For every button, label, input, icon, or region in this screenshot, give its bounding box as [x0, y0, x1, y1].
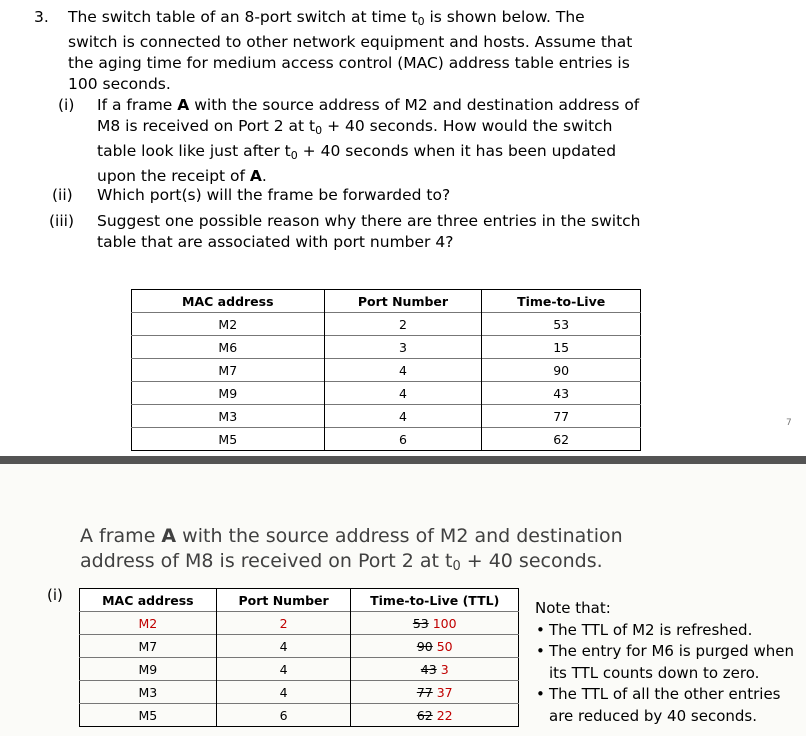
- question-number: 3.: [34, 8, 49, 26]
- new-ttl: 3: [440, 661, 449, 677]
- table-row: [80, 681, 519, 704]
- note-title: Note that:: [535, 599, 611, 617]
- cell-port: 6: [216, 704, 351, 727]
- cell-ttl: 15: [482, 336, 641, 359]
- intro-line-3: the aging time for medium access control (MAC) address table entries is: [68, 54, 630, 72]
- table-row: [80, 612, 519, 635]
- col-header-mac: MAC address: [80, 589, 217, 612]
- table-row: [132, 382, 641, 405]
- cell-ttl: 53: [482, 313, 641, 336]
- cell-mac: M5: [132, 428, 325, 451]
- cell-ttl: [351, 681, 519, 704]
- old-ttl: 43: [420, 661, 437, 677]
- cell-port: 4: [324, 359, 482, 382]
- table-row: [132, 359, 641, 382]
- col-header-mac: MAC address: [132, 290, 325, 313]
- cell-ttl: 90: [482, 359, 641, 382]
- cell-port: 4: [216, 635, 351, 658]
- part-ii-label: (ii): [52, 186, 73, 204]
- new-ttl: 22: [436, 707, 453, 723]
- page-number: 7: [786, 418, 792, 428]
- cell-port: 4: [216, 658, 351, 681]
- table-row: [80, 635, 519, 658]
- intro-line-2: switch is connected to other network equipment and hosts. Assume that: [68, 33, 633, 51]
- col-header-port: Port Number: [324, 290, 482, 313]
- part-i-text: If a frame A with the source address of M2 and destination address of M8 is received on Port 2 at $t_0 + 40$ seconds. How would the switch table look like just after $t_0 + 40$ seconds when it has been updated upon the receipt of A.: [97, 96, 640, 185]
- cell-port: 4: [324, 382, 482, 405]
- switch-table: [131, 289, 641, 451]
- question-intro: [68, 7, 788, 95]
- cell-mac: M7: [132, 359, 325, 382]
- table-row: [132, 336, 641, 359]
- cell-ttl: [351, 704, 519, 727]
- part-ii-text: Which port(s) will the frame be forwarded to?: [97, 186, 451, 204]
- intro-line-1: The switch table of an 8-port switch at time $t_0$ is shown below. The: [68, 8, 585, 28]
- cell-mac: M7: [80, 635, 217, 658]
- slide-title: A frame A with the source address of M2 and destination address of M8 is received on Port 2 at $t_0 + 40$ seconds.: [80, 525, 623, 574]
- note-box: [535, 598, 800, 727]
- cell-port: 4: [324, 405, 482, 428]
- cell-port: 2: [324, 313, 482, 336]
- table-row: [132, 405, 641, 428]
- cell-ttl: 77: [482, 405, 641, 428]
- part-iii-label: (iii): [49, 212, 75, 230]
- table-row: [132, 313, 641, 336]
- part-iii-text: Suggest one possible reason why there are three entries in the switch table that are associated with port number 4?: [97, 212, 641, 251]
- cell-ttl: [351, 612, 519, 635]
- cell-port: 4: [216, 681, 351, 704]
- cell-mac: M9: [132, 382, 325, 405]
- part-i-label: (i): [58, 96, 75, 114]
- cell-mac: M3: [80, 681, 217, 704]
- cell-mac: M2: [132, 313, 325, 336]
- old-ttl: 77: [416, 684, 433, 700]
- old-ttl: 53: [412, 615, 429, 631]
- note-item: • The entry for M6 is purged when its TTL counts down to zero.: [549, 641, 800, 684]
- cell-ttl: 43: [482, 382, 641, 405]
- cell-ttl: 62: [482, 428, 641, 451]
- cell-mac: M9: [80, 658, 217, 681]
- new-ttl: 37: [436, 684, 453, 700]
- cell-mac: M2: [80, 612, 217, 635]
- cell-mac: M5: [80, 704, 217, 727]
- col-header-port: Port Number: [216, 589, 351, 612]
- table-header-row: [132, 290, 641, 313]
- old-ttl: 62: [416, 707, 433, 723]
- cell-port: 2: [216, 612, 351, 635]
- col-header-ttl: Time-to-Live (TTL): [370, 592, 500, 608]
- new-ttl: 50: [436, 638, 453, 654]
- intro-line-4: 100 seconds.: [68, 75, 171, 93]
- note-item: • The TTL of all the other entries are reduced by 40 seconds.: [549, 684, 800, 727]
- col-header-ttl: Time-to-Live: [517, 293, 606, 309]
- cell-ttl: [351, 635, 519, 658]
- section-divider: [0, 456, 806, 464]
- table-header-row: [80, 589, 519, 612]
- cell-ttl: [351, 658, 519, 681]
- old-ttl: 90: [416, 638, 433, 654]
- cell-mac: M3: [132, 405, 325, 428]
- table-row: [132, 428, 641, 451]
- cell-port: 3: [324, 336, 482, 359]
- new-ttl: 100: [432, 615, 457, 631]
- answer-label-i: (i): [47, 586, 63, 604]
- cell-port: 6: [324, 428, 482, 451]
- note-item: • The TTL of M2 is refreshed.: [549, 620, 800, 642]
- updated-switch-table: [79, 588, 519, 727]
- table-row: [80, 704, 519, 727]
- cell-mac: M6: [132, 336, 325, 359]
- table-row: [80, 658, 519, 681]
